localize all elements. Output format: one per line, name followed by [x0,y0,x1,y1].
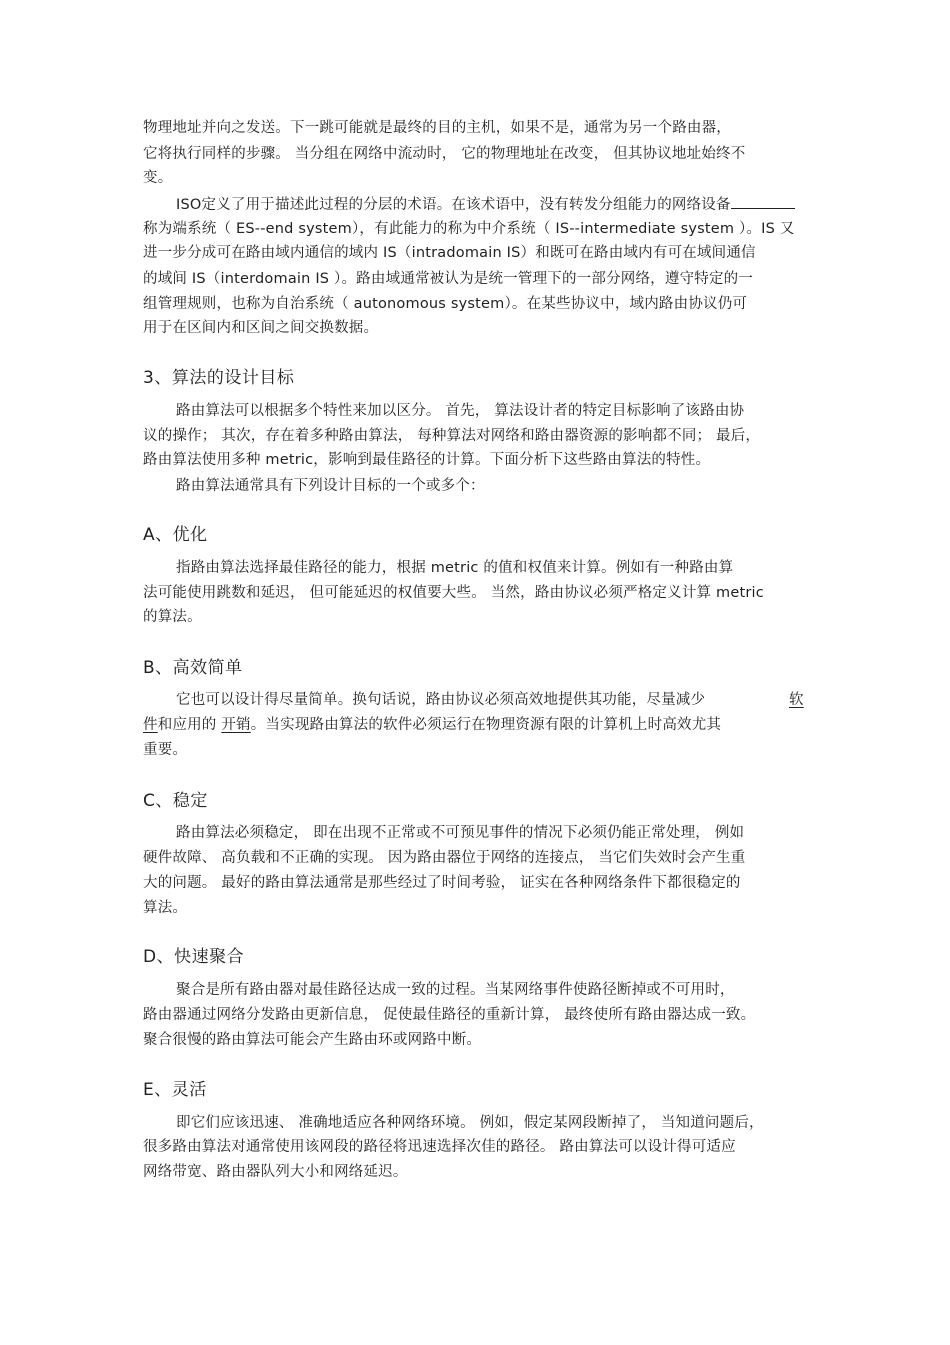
iso-line-3: 进一步分成可在路由域内通信的域内 IS（intradomain IS）和既可在路由域内有可在域间通信 [143,245,756,261]
overhead-link[interactable]: 开销 [221,717,251,733]
section-b-line-3: 重要。 [143,742,188,758]
section-b-line-2: 件和应用的 开销。当实现路由算法的软件必须运行在物理资源有限的计算机上时高效尤其 [143,717,722,733]
software-link-part-2[interactable]: 件 [143,717,158,733]
section-e-line-2: 很多路由算法对通常使用该网段的路径将迅速选择次佳的路径。 路由算法可以设计得可适应 [143,1139,736,1155]
section-c-line-3: 大的问题。 最好的路由算法通常是那些经过了时间考验， 证实在各种网络条件下都很稳定的 [143,875,741,891]
section-d-line-2: 路由器通过网络分发路由更新信息， 促使最佳路径的重新计算， 最终使所有路由器达成一致。 [143,1007,756,1023]
intro-line-3: 变。 [143,170,173,186]
intro-line-1: 物理地址并向之发送。下一跳可能就是最终的目的主机，如果不是，通常为另一个路由器， [143,120,731,136]
fill-blank [731,194,795,209]
section-a-heading: A、优化 [143,525,208,545]
iso-line-4: 的域间 IS（interdomain IS ）。路由域通常被认为是统一管理下的一部分网络，遵守特定的一 [143,271,754,287]
section-c-line-2: 硬件故障、 高负载和不正确的实现。 因为路由器位于网络的连接点， 当它们失效时会产生重 [143,850,746,866]
section-a-line-1: 指路由算法选择最佳路径的能力，根据 metric 的值和权值来计算。例如有一种路由算 [176,560,734,576]
section-a-line-3: 的算法。 [143,609,202,625]
iso-line-6: 用于在区间内和区间之间交换数据。 [143,320,379,336]
section-c-heading: C、稳定 [143,791,208,811]
section-e-line-3: 网络带宽、路由器队列大小和网络延迟。 [143,1164,408,1180]
section-b-heading: B、高效简单 [143,658,243,678]
section-3-heading: 3、算法的设计目标 [143,368,295,388]
section-d-heading: D、快速聚合 [143,947,245,967]
iso-line-1: ISO定义了用于描述此过程的分层的术语。在该术语中，没有转发分组能力的网络设备 [176,194,795,215]
section-c-line-1: 路由算法必须稳定， 即在出现不正常或不可预见事件的情况下必须仍能正常处理， 例如 [176,825,745,841]
section-a-line-2: 法可能使用跳数和延迟， 但可能延迟的权值要大些。 当然，路由协议必须严格定义计算 metric [143,585,764,601]
section-e-line-1: 即它们应该迅速、 准确地适应各种网络环境。 例如，假定某网段断掉了， 当知道问题后， [176,1115,764,1131]
section-b-line-1: 它也可以设计得尽量简单。换句话说，路由协议必须高效地提供其功能，尽量减少 [176,692,706,708]
section-3-line-3: 路由算法使用多种 metric，影响到最佳路径的计算。下面分析下这些路由算法的特性。 [143,452,711,468]
section-c-line-4: 算法。 [143,900,188,916]
section-d-line-1: 聚合是所有路由器对最佳路径达成一致的过程。当某网络事件使路径断掉或不可用时， [176,982,735,998]
section-3-line-2: 议的操作； 其次，存在着多种路由算法， 每种算法对网络和路由器资源的影响都不同； 最后， [143,428,761,444]
section-3-line-1: 路由算法可以根据多个特性来加以区分。 首先， 算法设计者的特定目标影响了该路由协 [176,403,745,419]
section-d-line-3: 聚合很慢的路由算法可能会产生路由环或网路中断。 [143,1032,482,1048]
iso-line-2: 称为端系统（ ES--end system），有此能力的称为中介系统（ IS--intermediate system ）。IS 又 [143,221,795,237]
section-3-line-4: 路由算法通常具有下列设计目标的一个或多个： [176,478,485,494]
software-link-part-1[interactable]: 软 [789,692,804,708]
iso-line-5: 组管理规则，也称为自治系统（ autonomous system）。在某些协议中，域内路由协议仍可 [143,296,748,312]
intro-line-2: 它将执行同样的步骤。 当分组在网络中流动时， 它的物理地址在改变， 但其协议地址始终不 [143,146,746,162]
section-e-heading: E、灵活 [143,1080,207,1100]
